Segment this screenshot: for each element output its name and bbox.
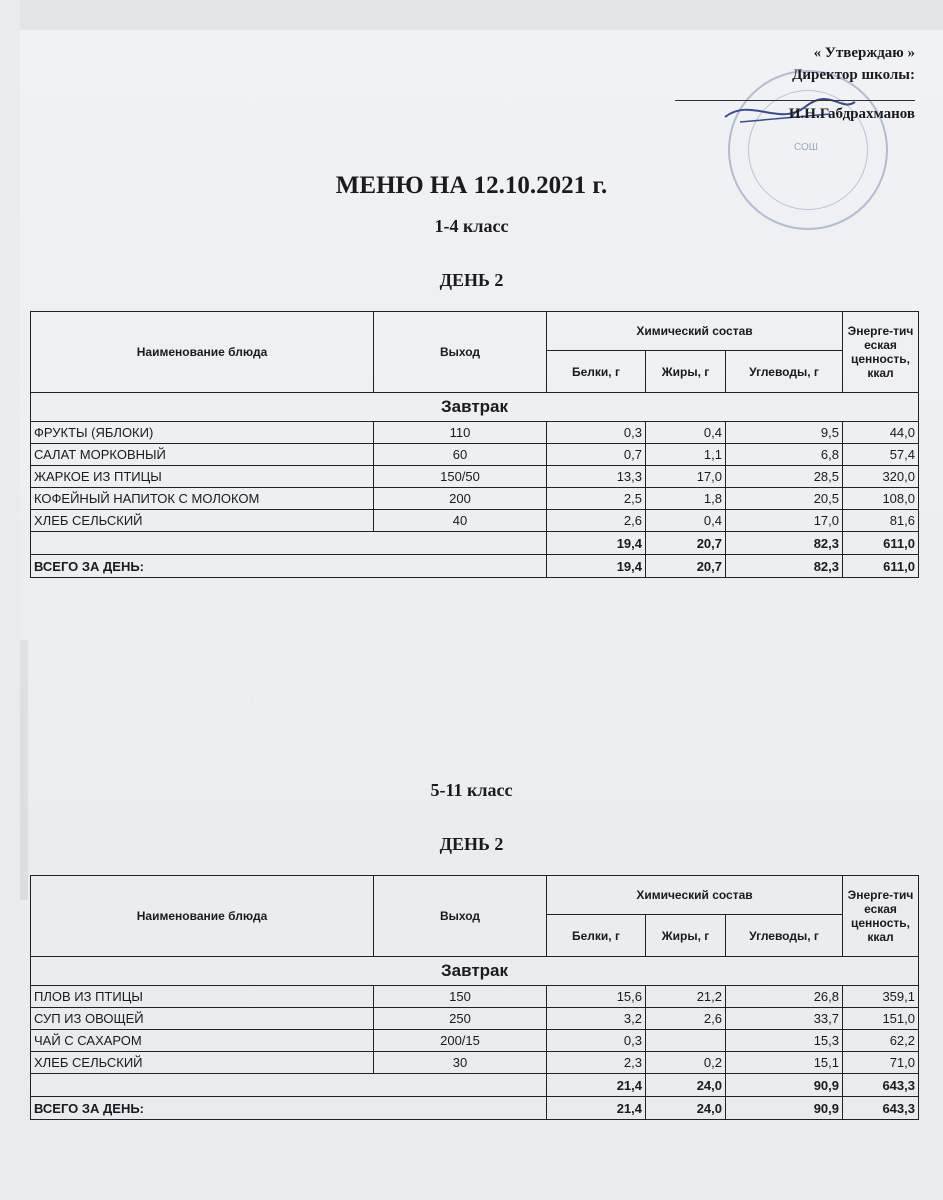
total-carbs: 82,3 [726,555,843,578]
table-row [31,1030,919,1052]
dish-energy: 71,0 [843,1052,919,1074]
total-fat: 20,7 [646,555,726,578]
header-fat: Жиры, г [646,915,726,957]
dish-fat: 1,1 [646,444,726,466]
header-fat: Жиры, г [646,351,726,393]
table-row [31,1008,919,1030]
dish-carbs: 15,1 [726,1052,843,1074]
total-label: ВСЕГО ЗА ДЕНЬ: [31,555,547,578]
dish-fat [646,1030,726,1052]
table-row [31,444,919,466]
dish-fat: 2,6 [646,1008,726,1030]
subtotal-energy: 611,0 [843,532,919,555]
dish-output: 40 [374,510,547,532]
scan-shadow [20,640,28,900]
subtotal-fat: 24,0 [646,1074,726,1097]
dish-fat: 0,2 [646,1052,726,1074]
dish-energy: 359,1 [843,986,919,1008]
stamp-text: СОШ [794,142,818,153]
total-row [31,555,919,578]
header-output: Выход [374,312,547,393]
header-chem: Химический состав [547,876,843,915]
dish-fat: 0,4 [646,422,726,444]
page-title: МЕНЮ НА 12.10.2021 г. [335,172,608,199]
dish-carbs: 20,5 [726,488,843,510]
dish-carbs: 15,3 [726,1030,843,1052]
approval-signer: И.Н.Габдрахманов [788,106,915,122]
dish-output: 150 [374,986,547,1008]
table-row [31,422,919,444]
subtotal-protein: 21,4 [547,1074,646,1097]
dish-carbs: 28,5 [726,466,843,488]
total-label: ВСЕГО ЗА ДЕНЬ: [31,1097,547,1120]
grade-label-2: 5-11 класс [430,780,513,800]
total-carbs: 90,9 [726,1097,843,1120]
dish-output: 250 [374,1008,547,1030]
header-carbs: Углеводы, г [726,915,843,957]
dish-name: ПЛОВ ИЗ ПТИЦЫ [31,986,374,1008]
subtotal-carbs: 82,3 [726,532,843,555]
total-energy: 611,0 [843,555,919,578]
total-protein: 19,4 [547,555,646,578]
dish-name: КОФЕЙНЫЙ НАПИТОК С МОЛОКОМ [31,488,374,510]
dish-protein: 2,3 [547,1052,646,1074]
table-row [31,488,919,510]
subtotal-row [31,532,919,555]
header-chem: Химический состав [547,312,843,351]
dish-name: ФРУКТЫ (ЯБЛОКИ) [31,422,374,444]
grade-label-1: 1-4 класс [434,216,509,236]
dish-protein: 0,3 [547,422,646,444]
dish-output: 30 [374,1052,547,1074]
subtotal-row [31,1074,919,1097]
section-breakfast: Завтрак [31,957,919,986]
menu-table-2 [30,875,919,1120]
dish-protein: 0,3 [547,1030,646,1052]
header-protein: Белки, г [547,915,646,957]
dish-output: 110 [374,422,547,444]
dish-fat: 21,2 [646,986,726,1008]
header-energy: Энерге-тич еская ценность, ккал [843,876,919,957]
header-dish: Наименование блюда [31,312,374,393]
dish-protein: 15,6 [547,986,646,1008]
dish-protein: 2,5 [547,488,646,510]
dish-output: 200 [374,488,547,510]
section-breakfast: Завтрак [31,393,919,422]
dish-carbs: 6,8 [726,444,843,466]
dish-name: ЖАРКОЕ ИЗ ПТИЦЫ [31,466,374,488]
dish-carbs: 33,7 [726,1008,843,1030]
table-row [31,466,919,488]
dish-name: СУП ИЗ ОВОЩЕЙ [31,1008,374,1030]
day-label-1: ДЕНЬ 2 [439,270,504,290]
subtotal-energy: 643,3 [843,1074,919,1097]
subtotal-fat: 20,7 [646,532,726,555]
dish-name: ХЛЕБ СЕЛЬСКИЙ [31,510,374,532]
dish-protein: 13,3 [547,466,646,488]
scan-shadow [20,0,943,30]
dish-fat: 1,8 [646,488,726,510]
table-row [31,510,919,532]
header-energy: Энерге-тич еская ценность, ккал [843,312,919,393]
subtotal-blank [31,532,547,555]
dish-fat: 17,0 [646,466,726,488]
subtotal-blank [31,1074,547,1097]
total-energy: 643,3 [843,1097,919,1120]
dish-name: САЛАТ МОРКОВНЫЙ [31,444,374,466]
subtotal-carbs: 90,9 [726,1074,843,1097]
header-dish: Наименование блюда [31,876,374,957]
dish-protein: 3,2 [547,1008,646,1030]
dish-output: 150/50 [374,466,547,488]
dish-name: ХЛЕБ СЕЛЬСКИЙ [31,1052,374,1074]
total-protein: 21,4 [547,1097,646,1120]
dish-energy: 44,0 [843,422,919,444]
total-row [31,1097,919,1120]
dish-energy: 320,0 [843,466,919,488]
dish-protein: 0,7 [547,444,646,466]
dish-protein: 2,6 [547,510,646,532]
dish-carbs: 9,5 [726,422,843,444]
table-row [31,1052,919,1074]
subtotal-protein: 19,4 [547,532,646,555]
signature-line [675,100,915,101]
day-label-2: ДЕНЬ 2 [439,834,504,854]
approval-position: Директор школы: [792,67,915,83]
dish-energy: 57,4 [843,444,919,466]
dish-name: ЧАЙ С САХАРОМ [31,1030,374,1052]
approval-block [675,42,915,125]
dish-energy: 108,0 [843,488,919,510]
total-fat: 24,0 [646,1097,726,1120]
dish-energy: 81,6 [843,510,919,532]
dish-output: 200/15 [374,1030,547,1052]
dish-output: 60 [374,444,547,466]
table-row [31,986,919,1008]
header-carbs: Углеводы, г [726,351,843,393]
dish-energy: 62,2 [843,1030,919,1052]
dish-carbs: 26,8 [726,986,843,1008]
approval-heading: « Утверждаю » [813,45,915,61]
header-output: Выход [374,876,547,957]
dish-energy: 151,0 [843,1008,919,1030]
dish-fat: 0,4 [646,510,726,532]
header-protein: Белки, г [547,351,646,393]
menu-table-1 [30,311,919,578]
dish-carbs: 17,0 [726,510,843,532]
